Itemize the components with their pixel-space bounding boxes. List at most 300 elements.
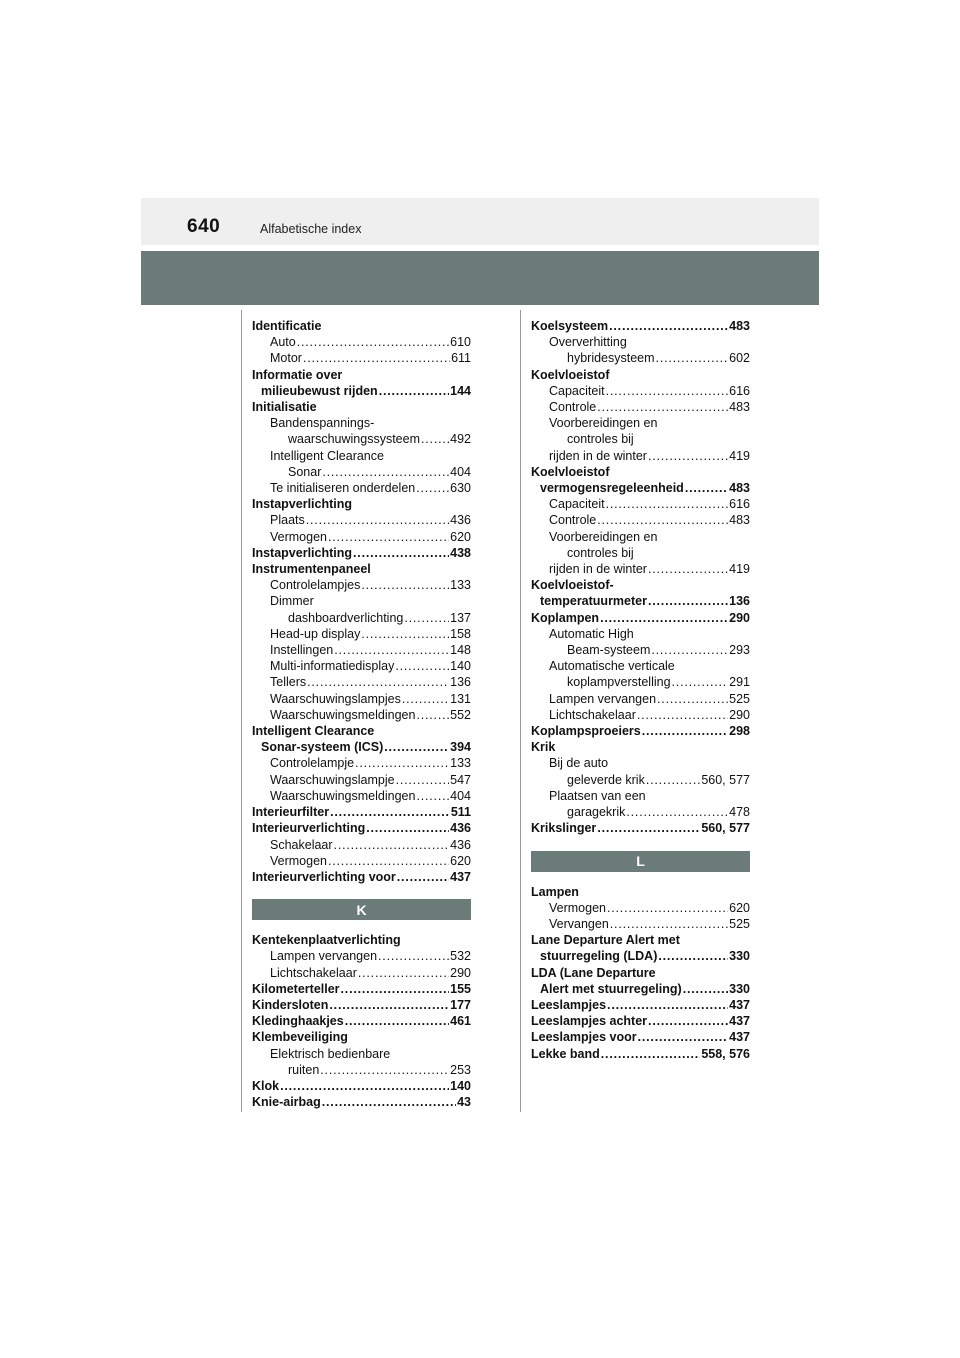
entry-page: 437 <box>729 997 750 1012</box>
dot-leader <box>416 480 449 496</box>
index-entry <box>531 739 750 755</box>
dot-leader <box>297 334 449 350</box>
index-entry <box>531 529 750 545</box>
entry-term: vermogensregeleenheid <box>540 481 684 496</box>
dot-leader <box>366 820 449 836</box>
index-entry <box>252 674 471 690</box>
entry-page: 610 <box>450 335 471 350</box>
entry-term: stuurregeling (LDA) <box>540 949 658 964</box>
dot-leader <box>626 804 728 820</box>
index-entry <box>252 367 471 383</box>
entry-term: Motor <box>270 351 302 366</box>
dot-leader <box>320 1062 449 1078</box>
index-entry <box>531 900 750 916</box>
index-entry <box>531 464 750 480</box>
entry-term: Informatie over <box>252 367 343 382</box>
index-entry <box>531 577 750 593</box>
dot-leader <box>334 642 449 658</box>
entry-page: 620 <box>450 529 471 544</box>
entry-term: Intelligent Clearance <box>252 724 375 739</box>
index-entry <box>252 691 471 707</box>
entry-term: Koplampsproeiers <box>531 724 641 739</box>
entry-page: 492 <box>450 432 471 447</box>
entry-page: 511 <box>450 805 471 820</box>
entry-term: Koelvloeistof- <box>531 578 614 593</box>
entry-term: Beam-systeem <box>567 643 651 658</box>
index-entry <box>531 350 750 366</box>
entry-page: 290 <box>729 610 750 625</box>
entry-page: 148 <box>450 643 471 658</box>
index-entry <box>531 593 750 609</box>
entry-term: Oververhitting <box>549 335 627 350</box>
entry-term: Lichtschakelaar <box>270 965 357 980</box>
index-entry <box>531 545 750 561</box>
index-entry <box>531 626 750 642</box>
entry-page: 291 <box>729 675 750 690</box>
dot-leader <box>648 448 728 464</box>
index-entry <box>252 350 471 366</box>
entry-term: Interieurverlichting voor <box>252 869 396 884</box>
entry-page: 560, 577 <box>701 821 750 836</box>
index-entry <box>252 1029 471 1045</box>
entry-page: 616 <box>729 497 750 512</box>
entry-page: 437 <box>729 1014 750 1029</box>
entry-term: Waarschuwingsmeldingen <box>270 788 416 803</box>
entry-page: 436 <box>450 513 471 528</box>
dot-leader <box>646 772 701 788</box>
dot-leader <box>379 383 449 399</box>
entry-term: Krikslinger <box>531 821 597 836</box>
dot-leader <box>345 1013 449 1029</box>
dot-leader <box>657 691 728 707</box>
page-number: 640 <box>187 216 221 237</box>
index-entry <box>252 837 471 853</box>
entry-term: Instrumentenpaneel <box>252 562 371 577</box>
dot-leader <box>685 480 728 496</box>
entry-term: Lampen <box>531 884 579 899</box>
dot-leader <box>330 804 450 820</box>
dot-leader <box>384 739 449 755</box>
index-entry <box>252 399 471 415</box>
dot-leader <box>396 772 450 788</box>
entry-term: Vermogen <box>549 900 606 915</box>
letter-divider: K <box>252 899 471 920</box>
dot-leader <box>683 981 728 997</box>
dot-leader <box>378 948 449 964</box>
entry-term: Sonar-systeem (ICS) <box>261 740 384 755</box>
entry-page: 155 <box>450 981 471 996</box>
index-entry <box>531 948 750 964</box>
index-entry <box>531 512 750 528</box>
index-entry <box>252 496 471 512</box>
entry-term: Multi-informatiedisplay <box>270 659 395 674</box>
index-entry <box>252 1062 471 1078</box>
entry-term: hybridesysteem <box>567 351 655 366</box>
index-entry <box>531 884 750 900</box>
dot-leader <box>610 916 728 932</box>
entry-page: 158 <box>450 626 471 641</box>
entry-page: 404 <box>450 788 471 803</box>
dot-leader <box>353 545 449 561</box>
page-header <box>141 198 819 245</box>
entry-page: 144 <box>450 383 471 398</box>
entry-page: 419 <box>729 448 750 463</box>
index-entry <box>252 707 471 723</box>
index-entry <box>252 948 471 964</box>
index-entry <box>531 916 750 932</box>
dot-leader <box>606 496 729 512</box>
entry-term: Bij de auto <box>549 756 609 771</box>
entry-term: Intelligent Clearance <box>270 448 384 463</box>
entry-term: koplampverstelling <box>567 675 671 690</box>
index-entry <box>252 658 471 674</box>
entry-term: Initialisatie <box>252 400 317 415</box>
index-entry <box>531 691 750 707</box>
entry-term: Klembeveiliging <box>252 1030 348 1045</box>
entry-page: 437 <box>729 1030 750 1045</box>
index-entry <box>252 788 471 804</box>
index-entry <box>252 529 471 545</box>
entry-term: Bandenspannings- <box>270 416 375 431</box>
index-entry <box>252 965 471 981</box>
index-entry <box>531 755 750 771</box>
index-entry <box>531 496 750 512</box>
index-entry <box>252 431 471 447</box>
index-entry <box>531 399 750 415</box>
entry-term: Te initialiseren onderdelen <box>270 481 416 496</box>
entry-page: 611 <box>451 351 471 366</box>
index-entry <box>252 1078 471 1094</box>
dot-leader <box>656 350 729 366</box>
index-entry <box>252 464 471 480</box>
dot-leader <box>280 1078 449 1094</box>
entry-page: 620 <box>729 900 750 915</box>
index-entry <box>252 642 471 658</box>
dot-leader <box>421 431 449 447</box>
dot-leader <box>303 350 450 366</box>
entry-term: Vermogen <box>270 853 327 868</box>
entry-term: Instellingen <box>270 643 334 658</box>
index-entry <box>531 965 750 981</box>
entry-page: 293 <box>729 643 750 658</box>
index-entry <box>252 577 471 593</box>
dot-leader <box>672 674 729 690</box>
dot-leader <box>597 820 700 836</box>
dot-leader <box>322 1094 456 1110</box>
entry-term: Controlelampje <box>270 756 355 771</box>
index-entry <box>252 804 471 820</box>
entry-term: Instapverlichting <box>252 545 353 560</box>
entry-term: Koelvloeistof <box>531 367 610 382</box>
entry-term: Lekke band <box>531 1046 600 1061</box>
entry-term: Voorbereidingen en <box>549 416 658 431</box>
entry-page: 438 <box>450 545 471 560</box>
dot-leader <box>329 997 449 1013</box>
dot-leader <box>328 529 449 545</box>
entry-page: 404 <box>450 464 471 479</box>
entry-term: Klok <box>252 1078 280 1093</box>
entry-term: dashboardverlichting <box>288 610 404 625</box>
index-entry <box>531 997 750 1013</box>
dot-leader <box>637 707 728 723</box>
index-entry <box>531 383 750 399</box>
index-entry <box>252 981 471 997</box>
entry-page: 136 <box>450 675 471 690</box>
dot-leader <box>607 900 728 916</box>
index-entry <box>252 739 471 755</box>
index-entry <box>252 626 471 642</box>
dot-leader <box>416 788 449 804</box>
dot-leader <box>648 1013 728 1029</box>
index-entry <box>531 1013 750 1029</box>
entry-term: Interieurverlichting <box>252 821 366 836</box>
entry-term: Krik <box>531 740 556 755</box>
entry-page: 560, 577 <box>701 772 750 787</box>
entry-term: Automatische verticale <box>549 659 675 674</box>
dot-leader <box>601 1046 701 1062</box>
entry-term: Controlelampjes <box>270 578 361 593</box>
entry-term: Controle <box>549 400 597 415</box>
entry-page: 131 <box>450 691 471 706</box>
entry-page: 483 <box>729 319 750 333</box>
entry-term: Kentekenplaatverlichting <box>252 933 401 948</box>
entry-term: Kindersloten <box>252 997 329 1012</box>
entry-page: 330 <box>729 949 750 964</box>
dot-leader <box>404 610 449 626</box>
entry-term: Elektrisch bedienbare <box>270 1046 391 1061</box>
dot-leader <box>638 1029 729 1045</box>
index-entry <box>531 642 750 658</box>
entry-term: Identificatie <box>252 319 322 333</box>
dot-leader <box>341 981 450 997</box>
index-entry <box>252 415 471 431</box>
index-entry <box>531 367 750 383</box>
section-title: Alfabetische index <box>260 222 362 236</box>
entry-term: Schakelaar <box>270 837 333 852</box>
dot-leader <box>358 965 449 981</box>
dot-leader <box>658 948 728 964</box>
dot-leader <box>306 512 449 528</box>
entry-term: Lichtschakelaar <box>549 707 636 722</box>
index-entry <box>252 545 471 561</box>
index-entry <box>252 932 471 948</box>
entry-term: Dimmer <box>270 594 314 609</box>
index-entry <box>531 610 750 626</box>
index-entry <box>531 448 750 464</box>
dot-leader <box>600 610 728 626</box>
index-entry <box>531 318 750 334</box>
dot-leader <box>648 593 728 609</box>
entry-term: Lampen vervangen <box>549 691 657 706</box>
index-entry <box>531 932 750 948</box>
entry-term: Waarschuwingsmeldingen <box>270 707 416 722</box>
entry-term: Automatic High <box>549 626 634 641</box>
entry-term: Plaatsen van een <box>549 788 646 803</box>
entry-page: 298 <box>729 724 750 739</box>
entry-term: Interieurfilter <box>252 805 330 820</box>
index-entry <box>252 853 471 869</box>
index-entry <box>252 512 471 528</box>
entry-term: geleverde krik <box>567 772 645 787</box>
entry-term: Vervangen <box>549 916 609 931</box>
entry-page: 419 <box>729 562 750 577</box>
index-entry <box>531 820 750 836</box>
index-entry <box>252 1094 471 1110</box>
entry-page: 290 <box>729 707 750 722</box>
index-entry <box>531 658 750 674</box>
entry-term: milieubewust rijden <box>261 383 378 398</box>
dot-leader <box>642 723 728 739</box>
index-entry <box>531 1046 750 1062</box>
index-entry <box>531 561 750 577</box>
dot-leader <box>402 691 449 707</box>
entry-term: Vermogen <box>270 529 327 544</box>
dot-leader <box>395 658 449 674</box>
entry-page: 43 <box>457 1095 471 1110</box>
dot-leader <box>355 755 449 771</box>
dot-leader <box>328 853 449 869</box>
index-column-right <box>531 318 750 1062</box>
entry-page: 136 <box>729 594 750 609</box>
entry-term: Koelvloeistof <box>531 464 610 479</box>
index-entry <box>531 707 750 723</box>
entry-page: 140 <box>450 659 471 674</box>
entry-term: ruiten <box>288 1062 320 1077</box>
entry-page: 290 <box>450 965 471 980</box>
entry-term: Leeslampjes <box>531 997 607 1012</box>
entry-term: Head-up display <box>270 626 361 641</box>
entry-term: Kledinghaakjes <box>252 1014 344 1029</box>
entry-page: 133 <box>450 756 471 771</box>
index-entry <box>252 723 471 739</box>
index-entry <box>531 788 750 804</box>
dot-leader <box>597 512 728 528</box>
entry-term: controles bij <box>567 432 634 447</box>
entry-page: 394 <box>450 740 471 755</box>
index-entry <box>531 674 750 690</box>
index-entry <box>531 804 750 820</box>
entry-page: 478 <box>729 805 750 820</box>
entry-page: 483 <box>729 481 750 496</box>
title-bar <box>141 251 819 305</box>
index-entry <box>252 820 471 836</box>
entry-page: 483 <box>729 400 750 415</box>
entry-page: 253 <box>450 1062 471 1077</box>
entry-page: 525 <box>729 691 750 706</box>
entry-term: LDA (Lane Departure <box>531 965 656 980</box>
entry-page: 602 <box>729 351 750 366</box>
index-entry <box>252 997 471 1013</box>
entry-term: Voorbereidingen en <box>549 529 658 544</box>
entry-page: 558, 576 <box>701 1046 750 1061</box>
entry-term: Koelsysteem <box>531 319 609 333</box>
entry-term: Waarschuwingslampjes <box>270 691 401 706</box>
index-entry <box>252 318 471 334</box>
dot-leader <box>361 626 449 642</box>
index-entry <box>531 431 750 447</box>
index-entry <box>252 1046 471 1062</box>
index-entry <box>531 415 750 431</box>
entry-page: 330 <box>729 981 750 996</box>
column-rule-left <box>241 310 242 1112</box>
entry-page: 177 <box>450 997 471 1012</box>
index-entry <box>531 772 750 788</box>
entry-term: waarschuwingssysteem <box>288 432 420 447</box>
index-column-left <box>252 318 471 1110</box>
entry-term: Plaats <box>270 513 305 528</box>
dot-leader <box>307 674 449 690</box>
index-entry <box>252 561 471 577</box>
index-entry <box>252 383 471 399</box>
entry-page: 137 <box>450 610 471 625</box>
index-entry <box>252 755 471 771</box>
entry-page: 461 <box>450 1014 471 1029</box>
entry-term: Instapverlichting <box>252 497 353 512</box>
entry-term: Leeslampjes achter <box>531 1014 648 1029</box>
entry-term: Sonar <box>288 464 322 479</box>
dot-leader <box>648 561 728 577</box>
entry-term: garagekrik <box>567 805 626 820</box>
index-entry <box>531 480 750 496</box>
dot-leader <box>607 997 728 1013</box>
entry-term: rijden in de winter <box>549 562 647 577</box>
entry-term: temperatuurmeter <box>540 594 647 609</box>
entry-term: Alert met stuurregeling) <box>540 981 682 996</box>
entry-term: Lampen vervangen <box>270 949 378 964</box>
dot-leader <box>334 837 450 853</box>
entry-term: Koplampen <box>531 610 600 625</box>
entry-page: 552 <box>450 707 471 722</box>
dot-leader <box>397 869 449 885</box>
entry-term: Waarschuwingslampje <box>270 772 395 787</box>
entry-term: Leeslampjes voor <box>531 1030 637 1045</box>
dot-leader <box>609 318 728 334</box>
entry-term: Capaciteit <box>549 383 605 398</box>
index-entry <box>531 334 750 350</box>
dot-leader <box>606 383 729 399</box>
entry-page: 436 <box>450 837 471 852</box>
index-entry <box>531 1029 750 1045</box>
entry-page: 547 <box>450 772 471 787</box>
entry-term: controles bij <box>567 545 634 560</box>
dot-leader <box>322 464 449 480</box>
entry-term: Knie-airbag <box>252 1095 321 1110</box>
index-entry <box>252 869 471 885</box>
entry-term: Kilometerteller <box>252 981 340 996</box>
entry-page: 133 <box>450 578 471 593</box>
index-entry <box>252 610 471 626</box>
index-entry <box>252 334 471 350</box>
dot-leader <box>361 577 449 593</box>
index-entry <box>252 480 471 496</box>
entry-page: 140 <box>450 1078 471 1093</box>
entry-page: 620 <box>450 853 471 868</box>
entry-page: 532 <box>450 949 471 964</box>
index-entry <box>252 448 471 464</box>
dot-leader <box>651 642 728 658</box>
index-entry <box>252 772 471 788</box>
entry-page: 616 <box>729 383 750 398</box>
entry-page: 437 <box>450 869 471 884</box>
entry-term: Lane Departure Alert met <box>531 933 680 948</box>
dot-leader <box>597 399 728 415</box>
entry-term: Auto <box>270 335 296 350</box>
entry-term: rijden in de winter <box>549 448 647 463</box>
column-rule-middle <box>520 310 521 1112</box>
entry-page: 483 <box>729 513 750 528</box>
index-entry <box>252 593 471 609</box>
entry-term: Tellers <box>270 675 307 690</box>
